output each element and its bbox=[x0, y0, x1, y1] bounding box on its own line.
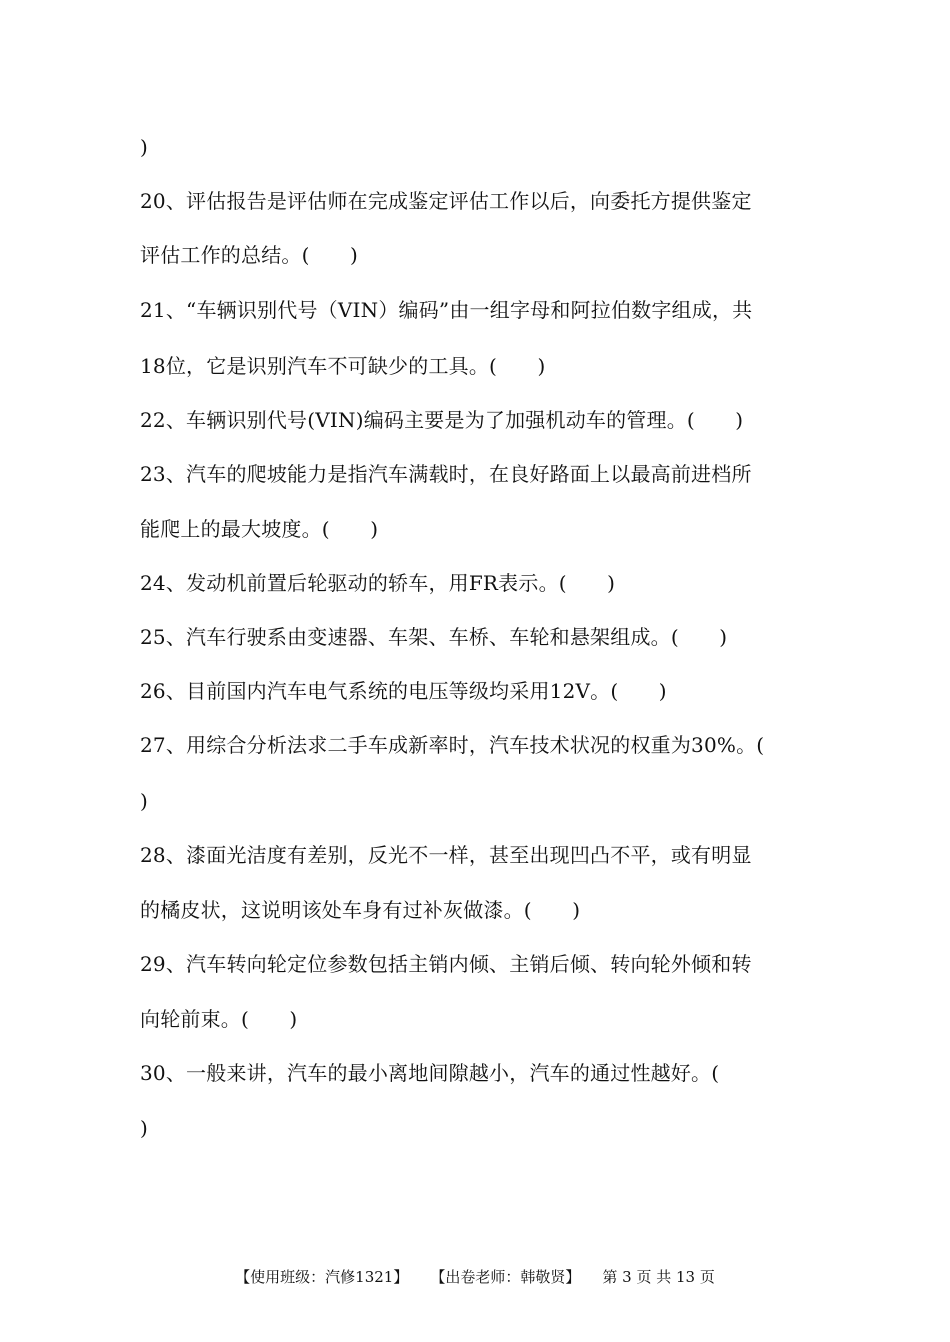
question-20-line-2: 评估工作的总结。( ) bbox=[140, 243, 359, 267]
question-22-line-1: 22、车辆识别代号(VIN)编码主要是为了加强机动车的管理。( ) bbox=[140, 408, 744, 432]
question-25-line-1: 25、汽车行驶系由变速器、车架、车桥、车轮和悬架组成。( ) bbox=[140, 625, 728, 649]
page-footer bbox=[0, 1266, 950, 1288]
question-24-line-1: 24、发动机前置后轮驱动的轿车，用FR表示。( ) bbox=[140, 571, 616, 595]
question-26-line-1: 26、目前国内汽车电气系统的电压等级均采用12V。( ) bbox=[140, 679, 667, 703]
question-27-line-1: 27、用综合分析法求二手车成新率时，汽车技术状况的权重为30%。( bbox=[140, 733, 765, 757]
question-28-line-1: 28、漆面光洁度有差别，反光不一样，甚至出现凹凸不平，或有明显 bbox=[140, 843, 752, 867]
question-29-line-1: 29、汽车转向轮定位参数包括主销内倾、主销后倾、转向轮外倾和转 bbox=[140, 952, 752, 976]
question-21-line-2: 18位，它是识别汽车不可缺少的工具。( ) bbox=[140, 354, 546, 378]
teacher-label: 【出卷老师：韩敬贤】 bbox=[430, 1268, 581, 1286]
question-29-line-2: 向轮前束。( ) bbox=[140, 1007, 298, 1031]
question-20-line-1: 20、评估报告是评估师在完成鉴定评估工作以后，向委托方提供鉴定 bbox=[140, 189, 752, 213]
question-23-line-2: 能爬上的最大坡度。( ) bbox=[140, 517, 379, 541]
question-27-line-2: ) bbox=[140, 789, 149, 813]
question-text-line: ) bbox=[140, 135, 149, 159]
class-label: 【使用班级：汽修1321】 bbox=[235, 1268, 409, 1286]
question-23-line-1: 23、汽车的爬坡能力是指汽车满载时，在良好路面上以最高前进档所 bbox=[140, 462, 752, 486]
question-30-line-2: ) bbox=[140, 1116, 149, 1140]
page-number: 第 3 页 共 13 页 bbox=[602, 1268, 715, 1286]
question-28-line-2: 的橘皮状，这说明该处车身有过补灰做漆。( ) bbox=[140, 898, 581, 922]
question-30-line-1: 30、一般来讲，汽车的最小离地间隙越小，汽车的通过性越好。( bbox=[140, 1061, 720, 1085]
question-21-line-1: 21、“车辆识别代号（VIN）编码”由一组字母和阿拉伯数字组成，共 bbox=[140, 298, 753, 322]
